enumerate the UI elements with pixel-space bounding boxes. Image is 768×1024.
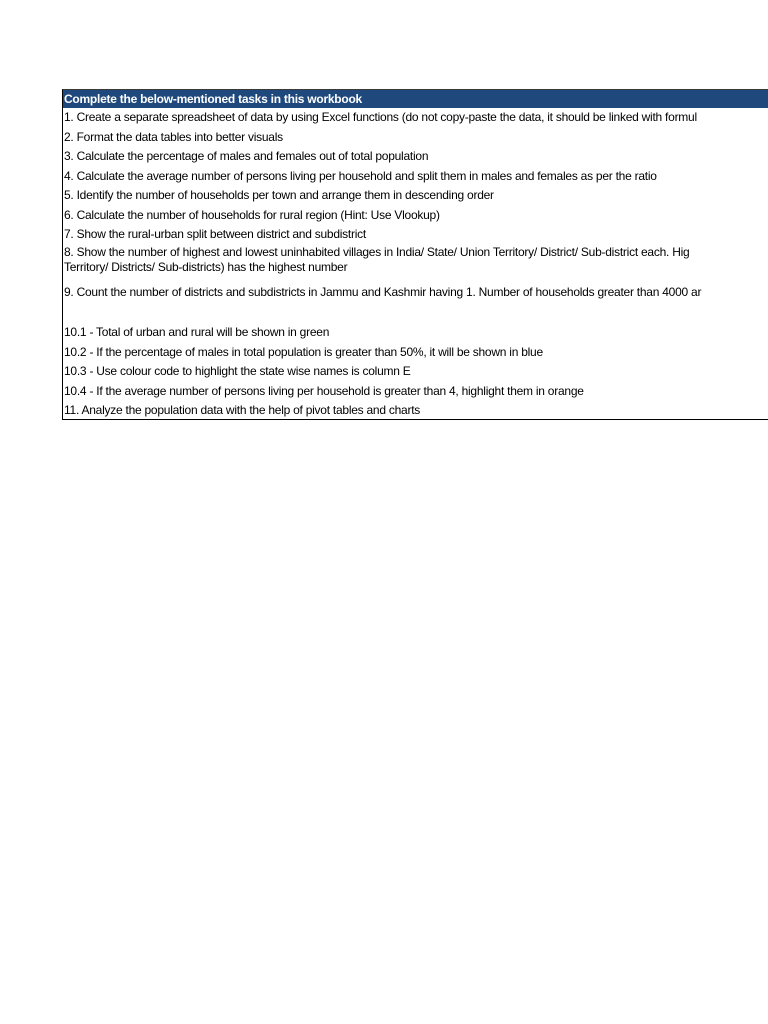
task-10-4: 10.4 - If the average number of persons living per household is greater than 4, highlight them in orange [64, 384, 584, 398]
task-9: 9. Count the number of districts and subdistricts in Jammu and Kashmir having 1. Number of households greater than 4000 ar [64, 285, 702, 299]
task-3: 3. Calculate the percentage of males and females out of total population [64, 149, 429, 163]
task-8-line-1: 8. Show the number of highest and lowest uninhabited villages in India/ State/ Union Territory/ District/ Sub-district each. Hig [64, 245, 690, 259]
task-6: 6. Calculate the number of households for rural region (Hint: Use Vlookup) [64, 208, 440, 222]
task-table [62, 89, 768, 420]
task-8 [63, 243, 768, 279]
task-header: Complete the below-mentioned tasks in this workbook [63, 90, 768, 108]
task-8-line-2: Territory/ Districts/ Sub-districts) has the highest number [64, 260, 348, 274]
task-11: 11. Analyze the population data with the help of pivot tables and charts [64, 403, 421, 417]
task-7: 7. Show the rural-urban split between district and subdistrict [64, 227, 366, 241]
task-5: 5. Identify the number of households per town and arrange them in descending order [64, 188, 494, 202]
task-4: 4. Calculate the average number of persons living per household and split them in males and females as per the ratio [64, 169, 657, 183]
task-10-1: 10.1 - Total of urban and rural will be shown in green [64, 325, 330, 339]
task-10-2: 10.2 - If the percentage of males in total population is greater than 50%, it will be shown in blue [64, 345, 543, 359]
task-2: 2. Format the data tables into better visuals [64, 130, 283, 144]
task-1: 1. Create a separate spreadsheet of data by using Excel functions (do not copy-paste the data, it should be linked with formul [64, 110, 697, 124]
task-10-3: 10.3 - Use colour code to highlight the state wise names is column E [64, 364, 411, 378]
